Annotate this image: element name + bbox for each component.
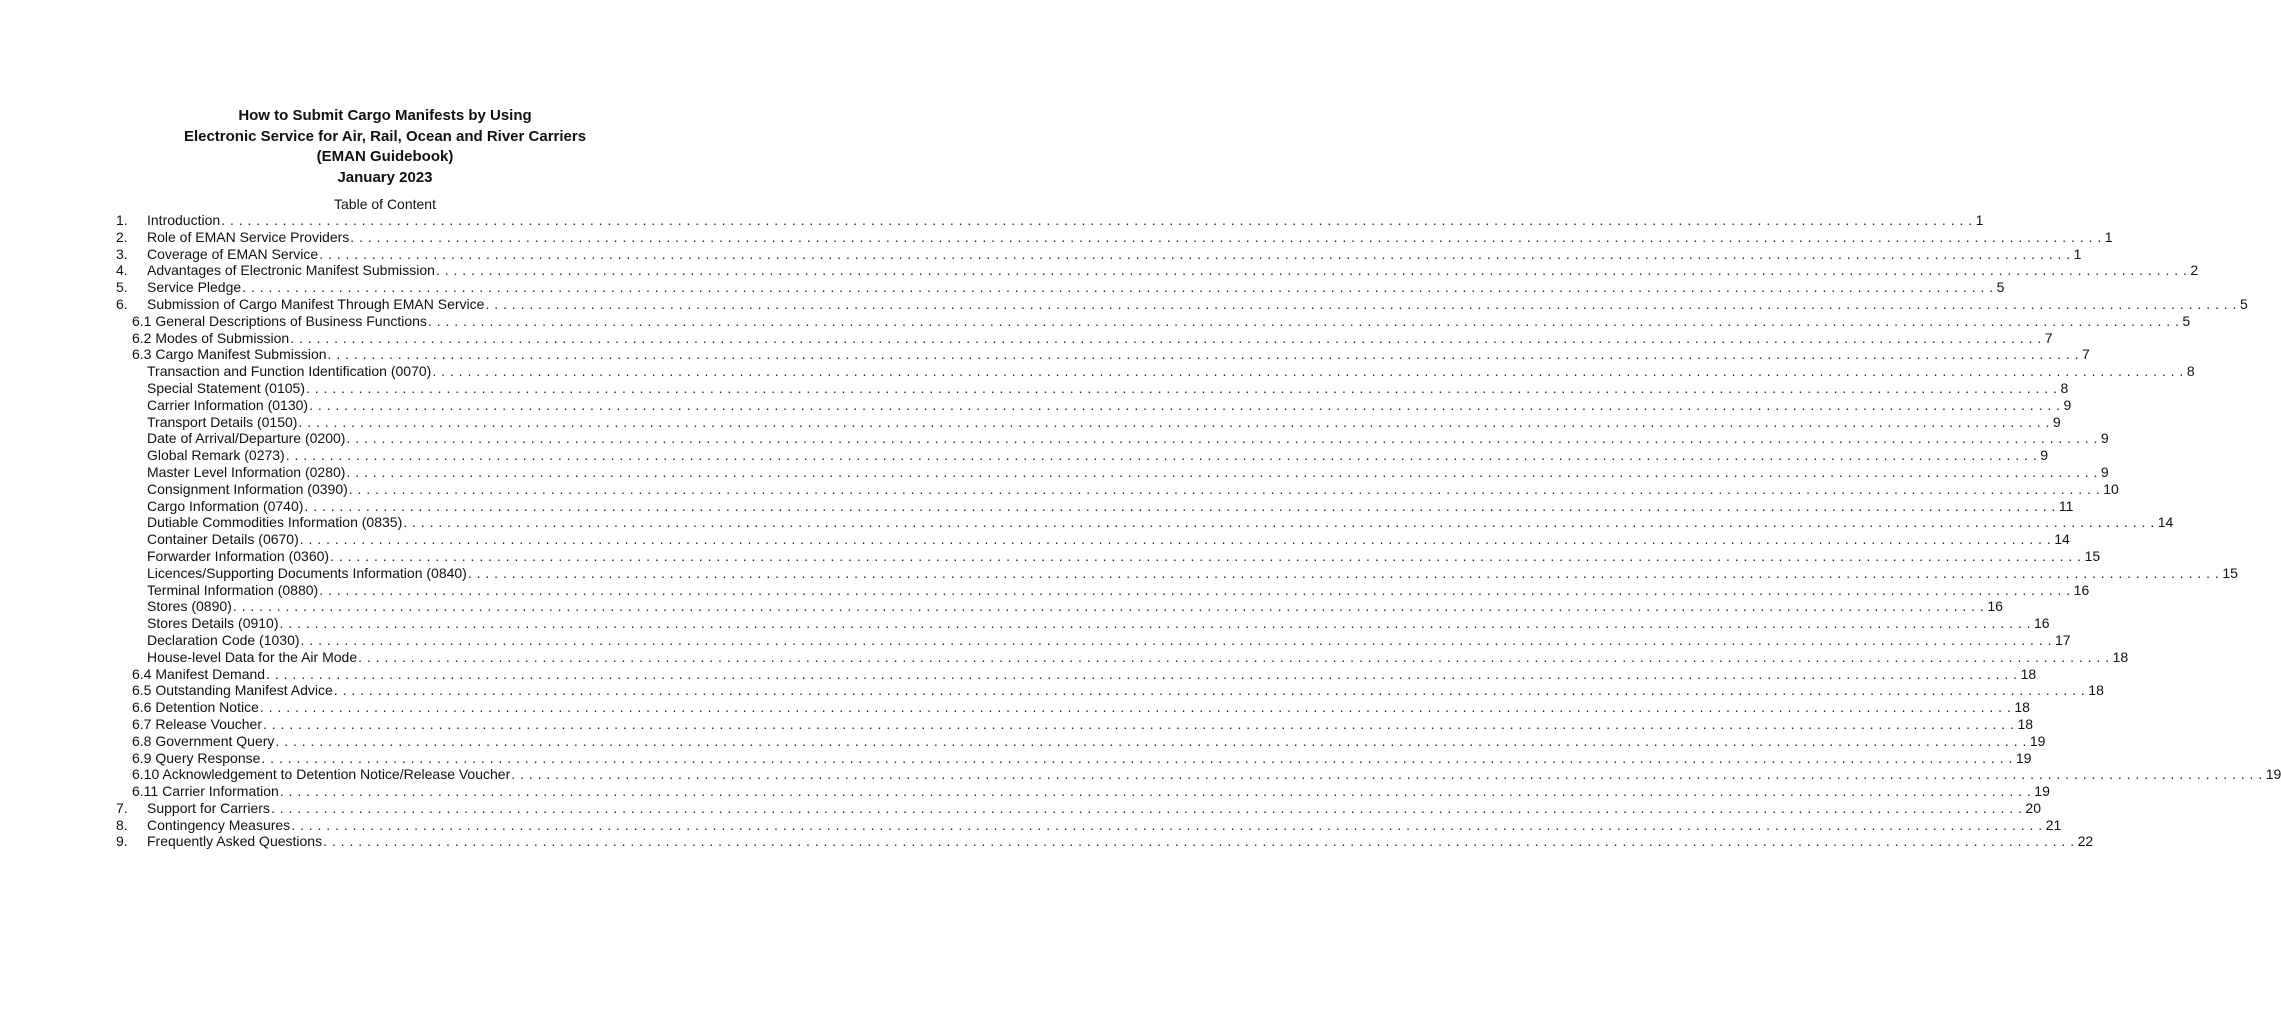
toc-entry-label: 6.8 Government Query xyxy=(132,732,275,749)
toc-entry-page: 2 xyxy=(2190,262,2199,279)
toc-entry-line xyxy=(132,766,2281,783)
toc-dot-leader: . . . . . . . . . . . . . . . . . . . . . . . . . . . . . . . . . . . . . . . . . . . . . . . . . . . . . . . . . . . . . . . . . . . . . . . . . . . . . . . . . . . . . . . . . . . . . . . . . . . . . . . . . . . . . . . . . . . . . . . . . . . . . . . . . . . . . . . . . . . . . . . . . . . . . . . . . . . . . . . . . . . . . . . . . . . . . . . . . . . . . . . . . . . . . . . . . . . . . . . . xyxy=(270,799,2023,816)
toc-entry-line xyxy=(147,447,2049,464)
toc-dot-leader: . . . . . . . . . . . . . . . . . . . . . . . . . . . . . . . . . . . . . . . . . . . . . . . . . . . . . . . . . . . . . . . . . . . . . . . . . . . . . . . . . . . . . . . . . . . . . . . . . . . . . . . . . . . . . . . . . . . . . . . . . . . . . . . . . . . . . . . . . . . . . . . . . . . . . . . . . . . . . . . . . . . . . . . . . . . . . . . . . . . . . . . . . . . . . . . . . . . . . . . . xyxy=(242,279,1994,296)
toc-entry-line xyxy=(147,648,2129,666)
toc-dot-leader: . . . . . . . . . . . . . . . . . . . . . . . . . . . . . . . . . . . . . . . . . . . . . . . . . . . . . . . . . . . . . . . . . . . . . . . . . . . . . . . . . . . . . . . . . . . . . . . . . . . . . . . . . . . . . . . . . . . . . . . . . . . . . . . . . . . . . . . . . . . . . . . . . . . . . . . . . . . . . . . . . . . . . . . . . . . . . . . . . . . . . . . . . . . . . . . . . . . . . . . . xyxy=(259,699,2012,716)
toc-entry[interactable] xyxy=(116,547,2101,565)
toc-entry[interactable] xyxy=(116,699,2030,716)
toc-entry[interactable] xyxy=(116,581,2090,599)
toc-entry-number: 6. xyxy=(116,295,128,312)
toc-dot-leader: . . . . . . . . . . . . . . . . . . . . . . . . . . . . . . . . . . . . . . . . . . . . . . . . . . . . . . . . . . . . . . . . . . . . . . . . . . . . . . . . . . . . . . . . . . . . . . . . . . . . . . . . . . . . . . . . . . . . . . . . . . . . . . . . . . . . . . . . . . . . . . . . . . . . . . . . . . . . . . . . . . . . . . . . . . . . . . . . . . . . . . . . . . . . . . . . . . . . . . . . xyxy=(358,648,2110,665)
toc-entry[interactable] xyxy=(116,833,2094,850)
toc-entry-page: 22 xyxy=(2077,833,2094,850)
toc-entry-page: 16 xyxy=(1987,598,2003,615)
toc-entry-line xyxy=(147,833,2094,850)
toc-entry-page: 16 xyxy=(2073,581,2090,598)
toc-entry-page: 19 xyxy=(2015,749,2032,766)
toc-entry-line xyxy=(147,631,2071,649)
toc-dot-leader: . . . . . . . . . . . . . . . . . . . . . . . . . . . . . . . . . . . . . . . . . . . . . . . . . . . . . . . . . . . . . . . . . . . . . . . . . . . . . . . . . . . . . . . . . . . . . . . . . . . . . . . . . . . . . . . . . . . . . . . . . . . . . . . . . . . . . . . . . . . . . . . . . . . . . . . . . . . . . . . . . . . . . . . . . . . . . . . . . . . . . . . . . . . . . . . . . . . . . . . . xyxy=(285,447,2038,464)
toc-dot-leader: . . . . . . . . . . . . . . . . . . . . . . . . . . . . . . . . . . . . . . . . . . . . . . . . . . . . . . . . . . . . . . . . . . . . . . . . . . . . . . . . . . . . . . . . . . . . . . . . . . . . . . . . . . . . . . . . . . . . . . . . . . . . . . . . . . . . . . . . . . . . . . . . . . . . . . . . . . . . . . . . . . . . . . . . . . . . . . . . . . . . . . . . . . . . . . . . . . . . . . . . xyxy=(319,581,2071,598)
title-line: How to Submit Cargo Manifests by Using xyxy=(238,107,532,124)
toc-entry-line xyxy=(132,749,2032,767)
toc-entry-line xyxy=(147,245,2082,263)
toc-entry-label: Global Remark (0273) xyxy=(147,447,285,464)
toc-entry-line xyxy=(132,699,2030,716)
toc-entry-label: 6.7 Release Voucher xyxy=(132,715,262,732)
toc-entry[interactable] xyxy=(116,212,1984,229)
toc-entry-label: Container Details (0670) xyxy=(147,531,299,548)
toc-entry-line xyxy=(147,413,2061,431)
toc-dot-leader: . . . . . . . . . . . . . . . . . . . . . . . . . . . . . . . . . . . . . . . . . . . . . . . . . . . . . . . . . . . . . . . . . . . . . . . . . . . . . . . . . . . . . . . . . . . . . . . . . . . . . . . . . . . . . . . . . . . . . . . . . . . . . . . . . . . . . . . . . . . . . . . . . . . . . . . . . . . . . . . . . . . . . . . . . . . . . . . . . . . . . . . . . . . . . . . . . . . . . . . . xyxy=(291,816,2043,833)
toc-entry-page: 7 xyxy=(2082,346,2090,363)
toc-entry-label: Advantages of Electronic Manifest Submission xyxy=(147,262,435,279)
toc-entry[interactable] xyxy=(116,631,2071,649)
toc-entry-label: Stores Details (0910) xyxy=(147,615,279,632)
toc-dot-leader: . . . . . . . . . . . . . . . . . . . . . . . . . . . . . . . . . . . . . . . . . . . . . . . . . . . . . . . . . . . . . . . . . . . . . . . . . . . . . . . . . . . . . . . . . . . . . . . . . . . . . . . . . . . . . . . . . . . . . . . . . . . . . . . . . . . . . . . . . . . . . . . . . . . . . . . . . . . . . . . . . . . . . . . . . . . . . . . . . . . . . . . . . . . . . . . . . . . . . . . . xyxy=(432,363,2184,380)
toc-entry-line xyxy=(132,329,2053,347)
toc-entry-label: Declaration Code (1030) xyxy=(147,631,300,648)
toc-dot-leader: . . . . . . . . . . . . . . . . . . . . . . . . . . . . . . . . . . . . . . . . . . . . . . . . . . . . . . . . . . . . . . . . . . . . . . . . . . . . . . . . . . . . . . . . . . . . . . . . . . . . . . . . . . . . . . . . . . . . . . . . . . . . . . . . . . . . . . . . . . . . . . . . . . . . . . . . . . . . . . . . . . . . . . . . . . . . . . . . . . . . . . . . . . . . . . . . . . . . . . . . xyxy=(511,766,2263,783)
toc-heading: Table of Content xyxy=(334,196,436,212)
toc-entry-line xyxy=(147,615,2050,632)
toc-entry-line xyxy=(147,212,1984,229)
toc-entry[interactable] xyxy=(116,732,2046,750)
toc-entry[interactable] xyxy=(116,648,2129,666)
toc-entry[interactable] xyxy=(116,413,2061,431)
toc-entry-label: Stores (0890) xyxy=(147,598,232,615)
toc-dot-leader: . . . . . . . . . . . . . . . . . . . . . . . . . . . . . . . . . . . . . . . . . . . . . . . . . . . . . . . . . . . . . . . . . . . . . . . . . . . . . . . . . . . . . . . . . . . . . . . . . . . . . . . . . . . . . . . . . . . . . . . . . . . . . . . . . . . . . . . . . . . . . . . . . . . . . . . . . . . . . . . . . . . . . . . . . . . . . . . . . . . . . . . . . . . . . . . . . . . . . . . . xyxy=(330,547,2082,564)
toc-entry[interactable] xyxy=(116,816,2062,834)
toc-entry-page: 17 xyxy=(2055,631,2071,648)
toc-entry-label: Contingency Measures xyxy=(147,816,291,833)
toc-entry-line xyxy=(147,581,2090,599)
toc-entry-line xyxy=(147,363,2195,380)
toc-entry-page: 1 xyxy=(1975,212,1984,228)
toc-entry[interactable] xyxy=(116,749,2032,767)
toc-entry-line xyxy=(147,396,2072,414)
toc-entry-label: Coverage of EMAN Service xyxy=(147,245,319,262)
toc-entry-line xyxy=(147,547,2101,565)
toc-dot-leader: . . . . . . . . . . . . . . . . . . . . . . . . . . . . . . . . . . . . . . . . . . . . . . . . . . . . . . . . . . . . . . . . . . . . . . . . . . . . . . . . . . . . . . . . . . . . . . . . . . . . . . . . . . . . . . . . . . . . . . . . . . . . . . . . . . . . . . . . . . . . . . . . . . . . . . . . . . . . . . . . . . . . . . . . . . . . . . . . . . . . . . . . . . . . . . . . . . . . . . . . xyxy=(299,531,2052,548)
toc-entry-label: Transaction and Function Identification (0070) xyxy=(147,363,432,380)
toc-entry-page: 18 xyxy=(2088,682,2104,699)
toc-entry-number: 9. xyxy=(116,833,128,850)
table-of-contents xyxy=(116,212,2281,850)
toc-entry-line xyxy=(132,682,2104,699)
toc-entry-page: 19 xyxy=(2265,766,2281,783)
toc-entry-label: House-level Data for the Air Mode xyxy=(147,648,358,665)
toc-entry-line xyxy=(147,514,2174,531)
toc-entry-page: 15 xyxy=(2222,564,2238,581)
toc-entry-page: 8 xyxy=(2060,379,2069,396)
toc-entry[interactable] xyxy=(116,295,2248,313)
toc-entry-page: 20 xyxy=(2025,799,2041,816)
toc-entry[interactable] xyxy=(116,766,2281,783)
toc-entry-label: 6.5 Outstanding Manifest Advice xyxy=(132,682,333,699)
toc-entry-page: 9 xyxy=(2100,430,2109,447)
toc-entry[interactable] xyxy=(116,598,2003,615)
toc-entry-line xyxy=(147,480,2119,498)
toc-entry-page: 1 xyxy=(2073,245,2082,262)
document-date: January 2023 xyxy=(337,168,433,186)
toc-entry-number: 7. xyxy=(116,799,128,816)
toc-entry-label: Forwarder Information (0360) xyxy=(147,547,330,564)
toc-dot-leader: . . . . . . . . . . . . . . . . . . . . . . . . . . . . . . . . . . . . . . . . . . . . . . . . . . . . . . . . . . . . . . . . . . . . . . . . . . . . . . . . . . . . . . . . . . . . . . . . . . . . . . . . . . . . . . . . . . . . . . . . . . . . . . . . . . . . . . . . . . . . . . . . . . . . . . . . . . . . . . . . . . . . . . . . . . . . . . . . . . . . . . . . . . . . . . . . . . . . . . . . xyxy=(305,379,2058,396)
toc-entry-page: 18 xyxy=(2014,699,2030,716)
toc-entry-line xyxy=(132,665,2037,683)
toc-entry[interactable] xyxy=(116,279,2005,296)
document-title xyxy=(0,106,770,188)
toc-dot-leader: . . . . . . . . . . . . . . . . . . . . . . . . . . . . . . . . . . . . . . . . . . . . . . . . . . . . . . . . . . . . . . . . . . . . . . . . . . . . . . . . . . . . . . . . . . . . . . . . . . . . . . . . . . . . . . . . . . . . . . . . . . . . . . . . . . . . . . . . . . . . . . . . . . . . . . . . . . . . . . . . . . . . . . . . . . . . . . . . . . . . . . . . . . . . . . . . . . . . . . . . xyxy=(309,396,2061,413)
toc-entry-line xyxy=(147,430,2109,447)
toc-dot-leader: . . . . . . . . . . . . . . . . . . . . . . . . . . . . . . . . . . . . . . . . . . . . . . . . . . . . . . . . . . . . . . . . . . . . . . . . . . . . . . . . . . . . . . . . . . . . . . . . . . . . . . . . . . . . . . . . . . . . . . . . . . . . . . . . . . . . . . . . . . . . . . . . . . . . . . . . . . . . . . . . . . . . . . . . . . . . . . . . . . . . . . . . . . . . . . . . . . . . . . . . xyxy=(346,463,2098,480)
toc-entry[interactable] xyxy=(116,312,2191,330)
toc-entry-page: 8 xyxy=(2186,363,2195,380)
toc-entry-label: Carrier Information (0130) xyxy=(147,396,309,413)
toc-entry-label: Service Pledge xyxy=(147,279,242,296)
toc-dot-leader: . . . . . . . . . . . . . . . . . . . . . . . . . . . . . . . . . . . . . . . . . . . . . . . . . . . . . . . . . . . . . . . . . . . . . . . . . . . . . . . . . . . . . . . . . . . . . . . . . . . . . . . . . . . . . . . . . . . . . . . . . . . . . . . . . . . . . . . . . . . . . . . . . . . . . . . . . . . . . . . . . . . . . . . . . . . . . . . . . . . . . . . . . . . . . . . . . . . . . . . . xyxy=(350,228,2102,245)
toc-entry-label: 6.9 Query Response xyxy=(132,749,261,766)
toc-entry[interactable] xyxy=(116,228,2113,246)
toc-entry[interactable] xyxy=(116,564,2238,582)
toc-entry-page: 14 xyxy=(2054,531,2070,548)
toc-entry-label: 6.10 Acknowledgement to Detention Notice/Release Voucher xyxy=(132,766,511,783)
toc-entry-label: Master Level Information (0280) xyxy=(147,463,346,480)
toc-dot-leader: . . . . . . . . . . . . . . . . . . . . . . . . . . . . . . . . . . . . . . . . . . . . . . . . . . . . . . . . . . . . . . . . . . . . . . . . . . . . . . . . . . . . . . . . . . . . . . . . . . . . . . . . . . . . . . . . . . . . . . . . . . . . . . . . . . . . . . . . . . . . . . . . . . . . . . . . . . . . . . . . . . . . . . . . . . . . . . . . . . . . . . . . . . . . . . . . . . . . . . . . xyxy=(221,212,1973,228)
toc-dot-leader: . . . . . . . . . . . . . . . . . . . . . . . . . . . . . . . . . . . . . . . . . . . . . . . . . . . . . . . . . . . . . . . . . . . . . . . . . . . . . . . . . . . . . . . . . . . . . . . . . . . . . . . . . . . . . . . . . . . . . . . . . . . . . . . . . . . . . . . . . . . . . . . . . . . . . . . . . . . . . . . . . . . . . . . . . . . . . . . . . . . . . . . . . . . . . . . . . . . . . . . . xyxy=(262,715,2015,732)
toc-entry-number: 1. xyxy=(116,212,128,228)
toc-dot-leader: . . . . . . . . . . . . . . . . . . . . . . . . . . . . . . . . . . . . . . . . . . . . . . . . . . . . . . . . . . . . . . . . . . . . . . . . . . . . . . . . . . . . . . . . . . . . . . . . . . . . . . . . . . . . . . . . . . . . . . . . . . . . . . . . . . . . . . . . . . . . . . . . . . . . . . . . . . . . . . . . . . . . . . . . . . . . . . . . . . . . . . . . . . . . . . . . . . . . . . . . xyxy=(435,262,2188,279)
toc-entry-page: 7 xyxy=(2044,329,2053,346)
toc-entry[interactable] xyxy=(116,799,2041,817)
toc-entry[interactable] xyxy=(116,447,2049,464)
toc-entry-line xyxy=(132,346,2090,363)
toc-entry-label: Special Statement (0105) xyxy=(147,379,305,396)
toc-entry[interactable] xyxy=(116,463,2109,481)
toc-entry[interactable] xyxy=(116,262,2199,279)
title-line: Electronic Service for Air, Rail, Ocean and River Carriers xyxy=(183,127,587,145)
toc-entry-page: 18 xyxy=(2020,665,2037,682)
toc-entry-page: 9 xyxy=(2100,463,2109,480)
toc-entry-line xyxy=(132,312,2191,330)
toc-entry-page: 5 xyxy=(2239,295,2248,312)
toc-entry[interactable] xyxy=(116,682,2104,699)
toc-dot-leader: . . . . . . . . . . . . . . . . . . . . . . . . . . . . . . . . . . . . . . . . . . . . . . . . . . . . . . . . . . . . . . . . . . . . . . . . . . . . . . . . . . . . . . . . . . . . . . . . . . . . . . . . . . . . . . . . . . . . . . . . . . . . . . . . . . . . . . . . . . . . . . . . . . . . . . . . . . . . . . . . . . . . . . . . . . . . . . . . . . . . . . . . . . . . . . . . . . . . . . . . xyxy=(467,564,2220,581)
toc-entry-page: 14 xyxy=(2157,514,2174,531)
toc-dot-leader: . . . . . . . . . . . . . . . . . . . . . . . . . . . . . . . . . . . . . . . . . . . . . . . . . . . . . . . . . . . . . . . . . . . . . . . . . . . . . . . . . . . . . . . . . . . . . . . . . . . . . . . . . . . . . . . . . . . . . . . . . . . . . . . . . . . . . . . . . . . . . . . . . . . . . . . . . . . . . . . . . . . . . . . . . . . . . . . . . . . . . . . . . . . . . . . . . . . . . . . . xyxy=(304,497,2056,514)
toc-entry-page: 18 xyxy=(2017,715,2034,732)
toc-entry-label: Introduction xyxy=(147,212,221,228)
toc-entry-line xyxy=(147,799,2041,817)
toc-dot-leader: . . . . . . . . . . . . . . . . . . . . . . . . . . . . . . . . . . . . . . . . . . . . . . . . . . . . . . . . . . . . . . . . . . . . . . . . . . . . . . . . . . . . . . . . . . . . . . . . . . . . . . . . . . . . . . . . . . . . . . . . . . . . . . . . . . . . . . . . . . . . . . . . . . . . . . . . . . . . . . . . . . . . . . . . . . . . . . . . . . . . . . . . . . . . . . . . . . . . . . . . xyxy=(261,749,2013,766)
toc-entry-line xyxy=(132,715,2034,733)
toc-entry-number: 5. xyxy=(116,279,128,296)
toc-entry-label: Frequently Asked Questions xyxy=(147,833,323,850)
toc-entry-page: 10 xyxy=(2103,480,2119,497)
toc-entry-page: 9 xyxy=(2040,447,2049,464)
toc-dot-leader: . . . . . . . . . . . . . . . . . . . . . . . . . . . . . . . . . . . . . . . . . . . . . . . . . . . . . . . . . . . . . . . . . . . . . . . . . . . . . . . . . . . . . . . . . . . . . . . . . . . . . . . . . . . . . . . . . . . . . . . . . . . . . . . . . . . . . . . . . . . . . . . . . . . . . . . . . . . . . . . . . . . . . . . . . . . . . . . . . . . . . . . . . . . . . . . . . . . . . . . . xyxy=(403,514,2155,531)
toc-dot-leader: . . . . . . . . . . . . . . . . . . . . . . . . . . . . . . . . . . . . . . . . . . . . . . . . . . . . . . . . . . . . . . . . . . . . . . . . . . . . . . . . . . . . . . . . . . . . . . . . . . . . . . . . . . . . . . . . . . . . . . . . . . . . . . . . . . . . . . . . . . . . . . . . . . . . . . . . . . . . . . . . . . . . . . . . . . . . . . . . . . . . . . . . . . . . . . . . . . . . . . . . xyxy=(279,783,2032,800)
toc-entry[interactable] xyxy=(116,497,2074,515)
toc-entry-page: 9 xyxy=(2063,396,2072,413)
toc-entry-label: Role of EMAN Service Providers xyxy=(147,228,350,245)
toc-entry[interactable] xyxy=(116,329,2053,347)
toc-entry-page: 11 xyxy=(2058,497,2074,514)
toc-entry[interactable] xyxy=(116,715,2034,733)
toc-entry-line xyxy=(147,816,2062,834)
toc-entry-page: 1 xyxy=(2104,228,2113,245)
toc-entry-number: 4. xyxy=(116,262,128,279)
toc-entry-label: Submission of Cargo Manifest Through EMAN Service xyxy=(147,295,485,312)
toc-entry[interactable] xyxy=(116,396,2072,414)
toc-entry-line xyxy=(147,564,2238,582)
toc-entry[interactable] xyxy=(116,531,2070,548)
toc-entry-line xyxy=(147,295,2248,313)
toc-entry-label: Support for Carriers xyxy=(147,799,270,816)
title-line: (EMAN Guidebook) xyxy=(316,148,454,165)
toc-entry[interactable] xyxy=(116,615,2050,632)
toc-entry-line xyxy=(147,379,2069,397)
toc-dot-leader: . . . . . . . . . . . . . . . . . . . . . . . . . . . . . . . . . . . . . . . . . . . . . . . . . . . . . . . . . . . . . . . . . . . . . . . . . . . . . . . . . . . . . . . . . . . . . . . . . . . . . . . . . . . . . . . . . . . . . . . . . . . . . . . . . . . . . . . . . . . . . . . . . . . . . . . . . . . . . . . . . . . . . . . . . . . . . . . . . . . . . . . . . . . . . . . . . . . . . . . . xyxy=(485,295,2237,312)
toc-entry-line xyxy=(147,598,2003,615)
toc-entry-line xyxy=(132,783,2050,800)
toc-dot-leader: . . . . . . . . . . . . . . . . . . . . . . . . . . . . . . . . . . . . . . . . . . . . . . . . . . . . . . . . . . . . . . . . . . . . . . . . . . . . . . . . . . . . . . . . . . . . . . . . . . . . . . . . . . . . . . . . . . . . . . . . . . . . . . . . . . . . . . . . . . . . . . . . . . . . . . . . . . . . . . . . . . . . . . . . . . . . . . . . . . . . . . . . . . . . . . . . . . . . . . . . xyxy=(323,833,2075,850)
toc-entry-page: 19 xyxy=(2029,732,2046,749)
toc-dot-leader: . . . . . . . . . . . . . . . . . . . . . . . . . . . . . . . . . . . . . . . . . . . . . . . . . . . . . . . . . . . . . . . . . . . . . . . . . . . . . . . . . . . . . . . . . . . . . . . . . . . . . . . . . . . . . . . . . . . . . . . . . . . . . . . . . . . . . . . . . . . . . . . . . . . . . . . . . . . . . . . . . . . . . . . . . . . . . . . . . . . . . . . . . . . . . . . . . . . . . . . . xyxy=(346,430,2098,447)
toc-entry-number: 8. xyxy=(116,816,128,833)
toc-entry[interactable] xyxy=(116,514,2174,531)
toc-entry-label: Transport Details (0150) xyxy=(147,413,298,430)
toc-entry-label: Cargo Information (0740) xyxy=(147,497,304,514)
toc-entry-line xyxy=(147,463,2109,481)
toc-dot-leader: . . . . . . . . . . . . . . . . . . . . . . . . . . . . . . . . . . . . . . . . . . . . . . . . . . . . . . . . . . . . . . . . . . . . . . . . . . . . . . . . . . . . . . . . . . . . . . . . . . . . . . . . . . . . . . . . . . . . . . . . . . . . . . . . . . . . . . . . . . . . . . . . . . . . . . . . . . . . . . . . . . . . . . . . . . . . . . . . . . . . . . . . . . . . . . . . . . . . . . . . xyxy=(348,480,2101,497)
toc-entry-label: Consignment Information (0390) xyxy=(147,480,348,497)
toc-entry-line xyxy=(147,279,2005,296)
toc-entry[interactable] xyxy=(116,480,2119,498)
toc-entry-line xyxy=(147,262,2199,279)
toc-dot-leader: . . . . . . . . . . . . . . . . . . . . . . . . . . . . . . . . . . . . . . . . . . . . . . . . . . . . . . . . . . . . . . . . . . . . . . . . . . . . . . . . . . . . . . . . . . . . . . . . . . . . . . . . . . . . . . . . . . . . . . . . . . . . . . . . . . . . . . . . . . . . . . . . . . . . . . . . . . . . . . . . . . . . . . . . . . . . . . . . . . . . . . . . . . . . . . . . . . . . . . . . xyxy=(266,665,2018,682)
toc-entry-label: 6.6 Detention Notice xyxy=(132,699,259,716)
toc-dot-leader: . . . . . . . . . . . . . . . . . . . . . . . . . . . . . . . . . . . . . . . . . . . . . . . . . . . . . . . . . . . . . . . . . . . . . . . . . . . . . . . . . . . . . . . . . . . . . . . . . . . . . . . . . . . . . . . . . . . . . . . . . . . . . . . . . . . . . . . . . . . . . . . . . . . . . . . . . . . . . . . . . . . . . . . . . . . . . . . . . . . . . . . . . . . . . . . . . . . . . . . . xyxy=(279,615,2031,632)
toc-entry-line xyxy=(147,497,2074,515)
toc-entry[interactable] xyxy=(116,245,2082,263)
toc-entry-page: 15 xyxy=(2084,547,2101,564)
toc-entry-number: 2. xyxy=(116,228,128,245)
toc-entry[interactable] xyxy=(116,379,2069,397)
toc-entry-page: 18 xyxy=(2112,648,2129,665)
toc-entry[interactable] xyxy=(116,346,2090,363)
toc-entry-line xyxy=(132,732,2046,750)
toc-dot-leader: . . . . . . . . . . . . . . . . . . . . . . . . . . . . . . . . . . . . . . . . . . . . . . . . . . . . . . . . . . . . . . . . . . . . . . . . . . . . . . . . . . . . . . . . . . . . . . . . . . . . . . . . . . . . . . . . . . . . . . . . . . . . . . . . . . . . . . . . . . . . . . . . . . . . . . . . . . . . . . . . . . . . . . . . . . . . . . . . . . . . . . . . . . . . . . . . . . . . . . . . xyxy=(290,329,2042,346)
toc-entry[interactable] xyxy=(116,783,2050,800)
toc-entry-label: 6.1 General Descriptions of Business Functions xyxy=(132,312,427,329)
toc-dot-leader: . . . . . . . . . . . . . . . . . . . . . . . . . . . . . . . . . . . . . . . . . . . . . . . . . . . . . . . . . . . . . . . . . . . . . . . . . . . . . . . . . . . . . . . . . . . . . . . . . . . . . . . . . . . . . . . . . . . . . . . . . . . . . . . . . . . . . . . . . . . . . . . . . . . . . . . . . . . . . . . . . . . . . . . . . . . . . . . . . . . . . . . . . . . . . . . . . . . . . . . . xyxy=(300,631,2053,648)
toc-entry-line xyxy=(147,531,2070,548)
toc-entry-label: Terminal Information (0880) xyxy=(147,581,319,598)
toc-entry-label: 6.3 Cargo Manifest Submission xyxy=(132,346,327,363)
toc-dot-leader: . . . . . . . . . . . . . . . . . . . . . . . . . . . . . . . . . . . . . . . . . . . . . . . . . . . . . . . . . . . . . . . . . . . . . . . . . . . . . . . . . . . . . . . . . . . . . . . . . . . . . . . . . . . . . . . . . . . . . . . . . . . . . . . . . . . . . . . . . . . . . . . . . . . . . . . . . . . . . . . . . . . . . . . . . . . . . . . . . . . . . . . . . . . . . . . . . . . . . . . . xyxy=(319,245,2071,262)
toc-dot-leader: . . . . . . . . . . . . . . . . . . . . . . . . . . . . . . . . . . . . . . . . . . . . . . . . . . . . . . . . . . . . . . . . . . . . . . . . . . . . . . . . . . . . . . . . . . . . . . . . . . . . . . . . . . . . . . . . . . . . . . . . . . . . . . . . . . . . . . . . . . . . . . . . . . . . . . . . . . . . . . . . . . . . . . . . . . . . . . . . . . . . . . . . . . . . . . . . . . . . . . . . xyxy=(275,732,2027,749)
toc-dot-leader: . . . . . . . . . . . . . . . . . . . . . . . . . . . . . . . . . . . . . . . . . . . . . . . . . . . . . . . . . . . . . . . . . . . . . . . . . . . . . . . . . . . . . . . . . . . . . . . . . . . . . . . . . . . . . . . . . . . . . . . . . . . . . . . . . . . . . . . . . . . . . . . . . . . . . . . . . . . . . . . . . . . . . . . . . . . . . . . . . . . . . . . . . . . . . . . . . . . . . . . . xyxy=(232,598,1985,615)
toc-entry-number: 3. xyxy=(116,245,128,262)
toc-entry-label: Dutiable Commodities Information (0835) xyxy=(147,514,403,531)
toc-entry[interactable] xyxy=(116,430,2109,447)
toc-dot-leader: . . . . . . . . . . . . . . . . . . . . . . . . . . . . . . . . . . . . . . . . . . . . . . . . . . . . . . . . . . . . . . . . . . . . . . . . . . . . . . . . . . . . . . . . . . . . . . . . . . . . . . . . . . . . . . . . . . . . . . . . . . . . . . . . . . . . . . . . . . . . . . . . . . . . . . . . . . . . . . . . . . . . . . . . . . . . . . . . . . . . . . . . . . . . . . . . . . . . . . . . xyxy=(327,346,2080,363)
toc-entry-page: 5 xyxy=(2182,312,2191,329)
toc-entry-page: 9 xyxy=(2052,413,2061,430)
toc-entry-label: 6.11 Carrier Information xyxy=(132,783,279,800)
toc-entry-label: 6.4 Manifest Demand xyxy=(132,665,266,682)
toc-entry-page: 16 xyxy=(2034,615,2050,632)
toc-entry-page: 19 xyxy=(2034,783,2050,800)
toc-entry-label: 6.2 Modes of Submission xyxy=(132,329,290,346)
toc-entry-page: 5 xyxy=(1996,279,2005,296)
toc-entry-page: 21 xyxy=(2045,816,2062,833)
toc-dot-leader: . . . . . . . . . . . . . . . . . . . . . . . . . . . . . . . . . . . . . . . . . . . . . . . . . . . . . . . . . . . . . . . . . . . . . . . . . . . . . . . . . . . . . . . . . . . . . . . . . . . . . . . . . . . . . . . . . . . . . . . . . . . . . . . . . . . . . . . . . . . . . . . . . . . . . . . . . . . . . . . . . . . . . . . . . . . . . . . . . . . . . . . . . . . . . . . . . . . . . . . . xyxy=(298,413,2050,430)
toc-entry[interactable] xyxy=(116,363,2195,380)
toc-dot-leader: . . . . . . . . . . . . . . . . . . . . . . . . . . . . . . . . . . . . . . . . . . . . . . . . . . . . . . . . . . . . . . . . . . . . . . . . . . . . . . . . . . . . . . . . . . . . . . . . . . . . . . . . . . . . . . . . . . . . . . . . . . . . . . . . . . . . . . . . . . . . . . . . . . . . . . . . . . . . . . . . . . . . . . . . . . . . . . . . . . . . . . . . . . . . . . . . . . . . . . . . xyxy=(333,682,2086,699)
toc-entry-label: Date of Arrival/Departure (0200) xyxy=(147,430,346,447)
toc-entry-label: Licences/Supporting Documents Information (0840) xyxy=(147,564,467,581)
toc-entry-line xyxy=(147,228,2113,246)
toc-dot-leader: . . . . . . . . . . . . . . . . . . . . . . . . . . . . . . . . . . . . . . . . . . . . . . . . . . . . . . . . . . . . . . . . . . . . . . . . . . . . . . . . . . . . . . . . . . . . . . . . . . . . . . . . . . . . . . . . . . . . . . . . . . . . . . . . . . . . . . . . . . . . . . . . . . . . . . . . . . . . . . . . . . . . . . . . . . . . . . . . . . . . . . . . . . . . . . . . . . . . . . . . xyxy=(427,312,2180,329)
toc-entry[interactable] xyxy=(116,665,2037,683)
